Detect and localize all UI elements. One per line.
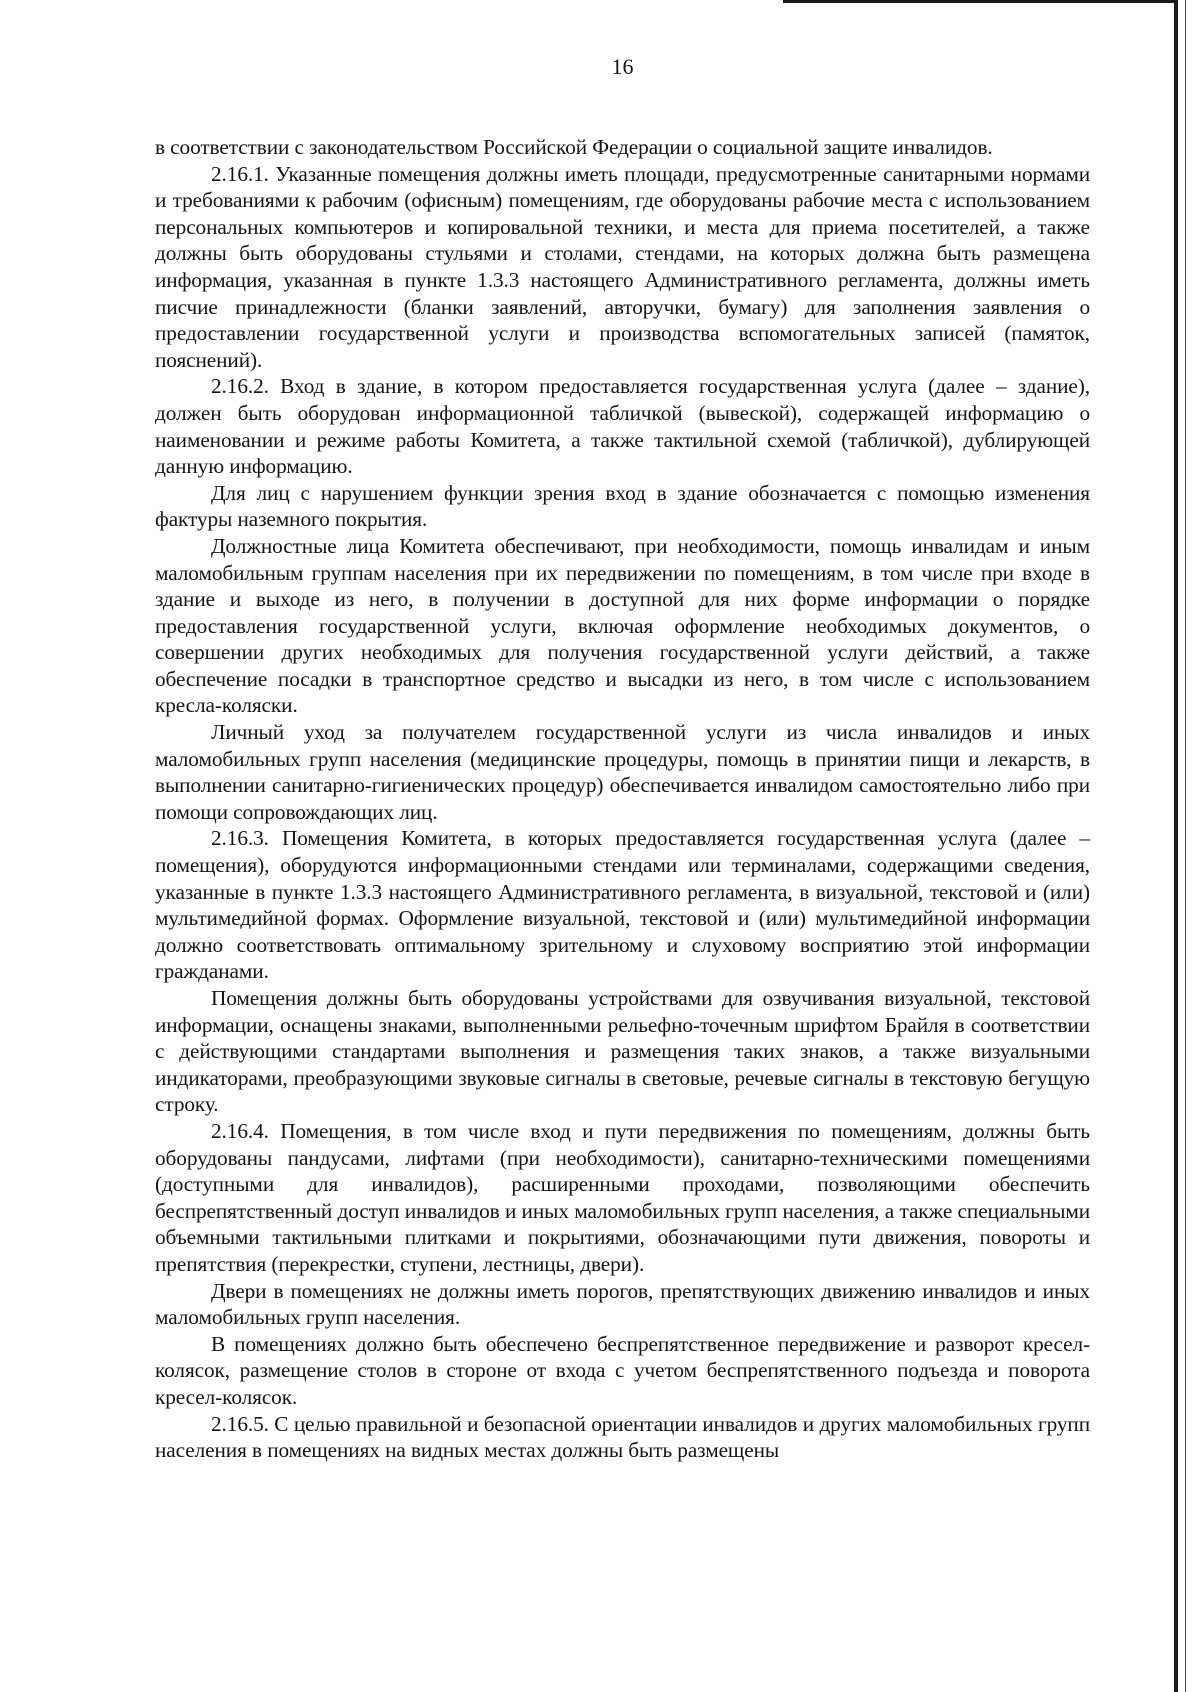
paragraph: в соответствии с законодательством Российской Федерации о социальной защите инвалидов. [155, 135, 993, 159]
paragraph: 2.16.3. Помещения Комитета, в которых предоставляется государственная услуга (далее – помещения), оборудуются информационными стендами или терминалами, содержащими сведения, указанные в пункте 1.3.3 настоящего Административного регламента, в визуальной, текстовой и (или) мультимедийной формах. Оформление визуальной, текстовой и (или) мультимедийной информации должно соответствовать оптимальному зрительному и слуховому восприятию этой информации гражданами. [155, 826, 1090, 984]
paragraph: Должностные лица Комитета обеспечивают, при необходимости, помощь инвалидам и иным маломобильным группам населения при их передвижении по помещениям, в том числе при входе в здание и выходе из него, в получении в доступной для них форме информации о порядке предоставления государственной услуги, включая оформление необходимых документов, о совершении других необходимых для получения государственной услуги действий, а также обеспечение посадки в транспортное средство и высадки из него, в том числе с использованием кресла-коляски. [155, 533, 1090, 718]
paragraph: 2.16.4. Помещения, в том числе вход и пути передвижения по помещениям, должны быть оборудованы пандусами, лифтами (при необходимости), санитарно-техническими помещениями (доступными для инвалидов), расширенными проходами, позволяющими обеспечить беспрепятственный доступ инвалидов и иных маломобильных групп населения, а также специальными объемными тактильными плитками и покрытиями, обозначающими пути движения, повороты и препятствия (перекрестки, ступени, лестницы, двери). [155, 1118, 1090, 1276]
paragraph: Личный уход за получателем государственной услуги из числа инвалидов и иных маломобильных групп населения (медицинские процедуры, помощь в принятии пищи и лекарств, в выполнении санитарно-гигиенических процедур) обеспечивается инвалидом самостоятельно либо при помощи сопровождающих лиц. [155, 720, 1090, 824]
scan-edge-right-thin [1185, 0, 1186, 1692]
scan-edge-top [783, 0, 1178, 3]
paragraph: Двери в помещениях не должны иметь порогов, препятствующих движению инвалидов и иных маломобильных групп населения. [155, 1278, 1090, 1330]
document-body [155, 134, 1090, 1464]
paragraph: 2.16.5. С целью правильной и безопасной ориентации инвалидов и других маломобильных групп населения в помещениях на видных местах должны быть размещены [155, 1411, 1090, 1463]
paragraph: В помещениях должно быть обеспечено беспрепятственное передвижение и разворот кресел-колясок, размещение столов в стороне от входа с учетом беспрепятственного подъезда и поворота кресел-колясок. [155, 1331, 1090, 1409]
paragraph: Помещения должны быть оборудованы устройствами для озвучивания визуальной, текстовой информации, оснащены знаками, выполненными рельефно-точечным шрифтом Брайля в соответствии с действующими стандартами выполнения и размещения таких знаков, а также визуальными индикаторами, преобразующими звуковые сигналы в световые, речевые сигналы в текстовую бегущую строку. [155, 986, 1090, 1117]
paragraph: 2.16.1. Указанные помещения должны иметь площади, предусмотренные санитарными нормами и требованиями к рабочим (офисным) помещениям, где оборудованы рабочие места с использованием персональных компьютеров и копировальной техники, и места для приема посетителей, а также должны быть оборудованы стульями и столами, стендами, на которых должна быть размещена информация, указанная в пункте 1.3.3 настоящего Административного регламента, должны иметь писчие принадлежности (бланки заявлений, авторучки, бумагу) для заполнения заявления о предоставлении государственной услуги и производства вспомогательных записей (памяток, пояснений). [155, 161, 1090, 372]
page-number: 16 [611, 54, 634, 79]
scan-edge-right [1174, 0, 1178, 1692]
paragraph: 2.16.2. Вход в здание, в котором предоставляется государственная услуга (далее – здание), должен быть оборудован информационной табличкой (вывеской), содержащей информацию о наименовании и режиме работы Комитета, а также тактильной схемой (табличкой), дублирующей данную информацию. [155, 374, 1090, 479]
document-page [155, 52, 1090, 1464]
paragraph: Для лиц с нарушением функции зрения вход в здание обозначается с помощью изменения фактуры наземного покрытия. [155, 480, 1090, 532]
